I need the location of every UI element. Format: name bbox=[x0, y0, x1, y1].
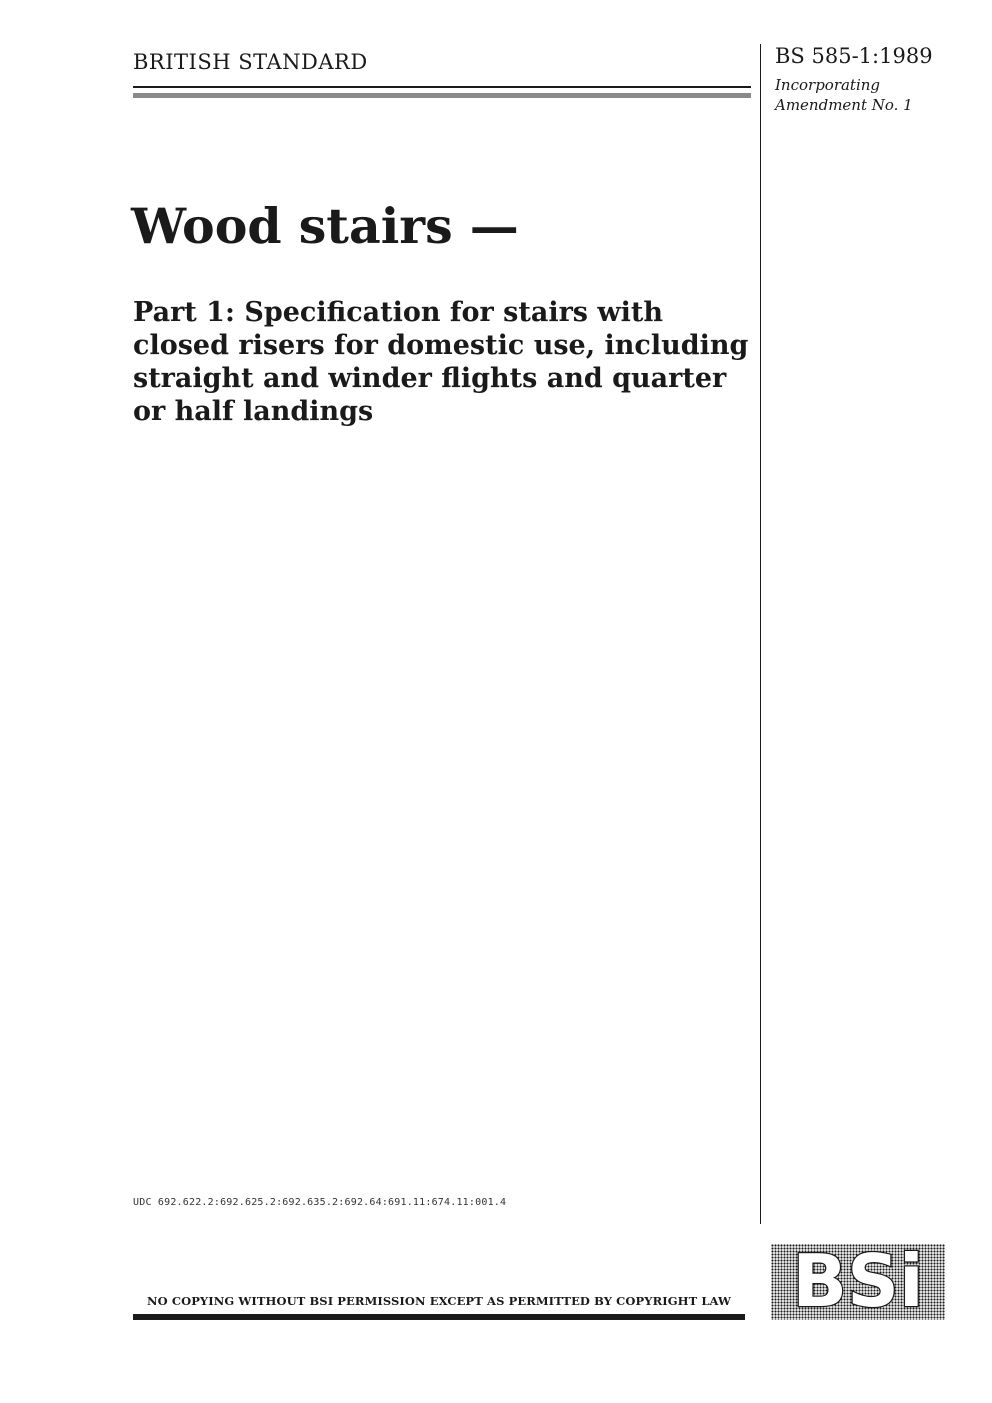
amendment-note bbox=[775, 75, 913, 115]
bsi-logo bbox=[771, 1244, 945, 1320]
series-label: BRITISH STANDARD bbox=[133, 50, 368, 74]
document-subtitle bbox=[133, 296, 763, 428]
footer-rule bbox=[133, 1314, 745, 1320]
subtitle-line: or half landings bbox=[133, 396, 374, 427]
copyright-notice: NO COPYING WITHOUT BSI PERMISSION EXCEPT AS PERMITTED BY COPYRIGHT LAW bbox=[146, 1294, 732, 1308]
standard-number: BS 585-1:1989 bbox=[775, 44, 933, 68]
subtitle-line: Part 1: Specification for stairs with bbox=[133, 297, 664, 328]
amendment-line-1: Incorporating bbox=[775, 76, 881, 94]
header-rule-thin bbox=[133, 86, 751, 88]
subtitle-line: straight and winder flights and quarter bbox=[133, 363, 727, 394]
bsi-logo-text: BSi bbox=[792, 1244, 924, 1320]
header-rule-grey bbox=[133, 93, 751, 98]
document-title: Wood stairs — bbox=[131, 197, 519, 255]
udc-code: UDC 692.622.2:692.625.2:692.635.2:692.64:691.11:674.11:001.4 bbox=[133, 1197, 507, 1208]
vertical-divider bbox=[760, 44, 761, 1224]
amendment-line-2: Amendment No. 1 bbox=[775, 96, 913, 114]
subtitle-line: closed risers for domestic use, including bbox=[133, 330, 749, 361]
